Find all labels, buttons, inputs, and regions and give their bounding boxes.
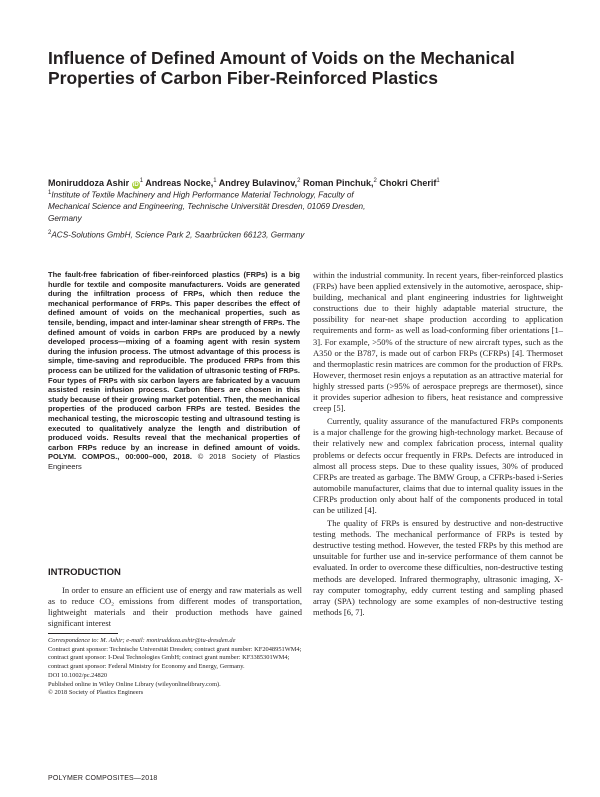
footnote-divider	[48, 633, 118, 634]
affiliation-number: 2	[48, 230, 52, 236]
author-name: Roman Pinchuk,	[302, 178, 374, 188]
author-name: Andrey Bulavinov,	[218, 178, 298, 188]
author-affiliation-mark: 1	[213, 178, 217, 184]
affiliation-text: ACS-Solutions GmbH, Science Park 2, Saarbrücken 66123, Germany	[51, 230, 305, 240]
footnote-correspondence: Correspondence to: M. Ashir; e-mail: moniruddoza.ashir@tu-dresden.de	[48, 637, 236, 644]
author-name: Chokri Cherif	[379, 178, 437, 188]
journal-footer: POLYMER COMPOSITES—2018	[48, 775, 158, 782]
body-paragraph: Currently, quality assurance of the manufactured FRPs components is a major challenge for the growing high-technology market. Because of their relatively new and complex fabrication process, internal quality problems or defects occur frequently in FRPs. Defects are introduced in almost all process steps. Due to these quality issues, 30% of produced CFRPs are treated as garbage. The BMW Group, a CFRPs-based i-Series automobile manufacturer, claims that due to internal quality issues in the CFRPs production only about half of the components produced in total can be utilized [4].	[313, 416, 563, 515]
footnote-published: Published online in Wiley Online Library (wileyonlinelibrary.com).	[48, 680, 221, 688]
right-column	[313, 270, 563, 620]
paper-title: Influence of Defined Amount of Voids on the Mechanical Properties of Carbon Fiber-Reinforced Plastics	[48, 48, 515, 88]
affiliation-text: Institute of Textile Machinery and High Performance Material Technology, Faculty of Mechanical Science and Engineering, Technische Universität Dresden, 01069 Dresden, Germany	[48, 190, 366, 223]
author-affiliation-mark: 2	[373, 178, 377, 184]
abstract	[48, 270, 300, 471]
footnote-copyright: © 2018 Society of Plastics Engineers	[48, 689, 144, 697]
affiliation-2	[48, 228, 368, 241]
body-paragraph: within the industrial community. In recent years, fiber-reinforced plastics (FRPs) have been applied extensively in the automotive, aerospace, ship-building, mechanical and plant engineering industries for lightweight constructions due to their highly adaptable material structure, the possibility for near-net shape production according to application requirements and form- as well as load-conforming fiber orientations [1–3]. For example, >50% of the structure of new aircraft types, such as the A350 or the B787, is made out of carbon FRPs (CFRPs) [4]. Thermoset and thermoplastic resin matrices are common for the production of FRPs. However, thermoset resin enjoys a reputation as an attractive material for highly stressed parts (>95% of aerospace prepregs are thermoset), since it provides superior adhesion to fibers, heat resistance and compressive creep [5].	[313, 270, 563, 414]
abstract-copyright: © 2018 Society of Plastics Engineers	[48, 452, 300, 471]
body-paragraph: The quality of FRPs is ensured by destructive and non-destructive testing methods. The mechanical performance of FRPs is tested by destructive testing method. However, the tested FRPs by this method are unsuitable for further use and in-service performance of them cannot be evaluated. In order to overcome these difficulties, non-destructive testing methods are developed. Infrared thermography, ultrasonic imaging, X-ray computer tomography, eddy current testing and sampling phased array (SPA) technology are some examples of non-destructive testing methods [6, 7].	[313, 518, 563, 617]
footnote-grants: Contract grant sponsor: Technische Universität Dresden; contract grant number: KF2048951WM4; contract grant sponsor: I-Deal Technologies GmbH; contract grant number: KF3385301WM4; contract grant sponsor: Federal Ministry for Economy and Energy, Germany.	[48, 645, 302, 671]
footnote-doi: DOI 10.1002/pc.24820	[48, 671, 108, 679]
affiliation-1	[48, 188, 368, 224]
abstract-text: The fault-free fabrication of fiber-reinforced plastics (FRPs) is a big hurdle for textile and composite manufacturers. Voids are generated during the infiltration process of FRPs, which then reduce the mechanical performance of FRPs. This paper describes the effect of defined amount of voids on the mechanical properties, such as tensile, bending, impact and inter-laminar shear strength of FRPs. The defined amount of voids in carbon FRPs are produced by a newly developed process—mixing of a foaming agent with resin system during the infusion process. The utmost advantage of this process is simple, time-saving and reproducible. The produced FRPs from this process can be utilized for the validation of ultrasonic testing of FRPs. Four types of FRPs with six carbon layers are fabricated by a vacuum assisted resin infusion process. Carbon fibers are chosen in this study because of their growing market potential. Then, the mechanical properties of the produced carbon FRPs are tested. Besides the mechanical testing, the microscopic testing and ultrasound testing is executed to qualitatively analyze the length and distribution of produced voids. Results reveal that the mechanical properties of carbon FRPs reduce by an increase in defined amount of voids. POLYM. COMPOS., 00:000–000, 2018.	[48, 270, 300, 462]
affiliation-number: 1	[48, 190, 52, 196]
intro-paragraph: In order to ensure an efficient use of energy and raw materials as well as to reduce CO₂ emissions from different modes of transportation, lightweight materials and their production methods have gained significant interest	[48, 585, 302, 628]
author-name: Andreas Nocke,	[145, 178, 214, 188]
author-affiliation-mark: 1	[139, 178, 144, 184]
author-affiliation-mark: 2	[297, 178, 301, 184]
footnotes	[48, 637, 302, 698]
author-name: Moniruddoza Ashir	[48, 178, 130, 188]
orcid-icon[interactable]: iD	[132, 182, 139, 188]
section-heading-introduction: INTRODUCTION	[48, 567, 121, 578]
author-affiliation-mark: 1	[436, 178, 440, 184]
